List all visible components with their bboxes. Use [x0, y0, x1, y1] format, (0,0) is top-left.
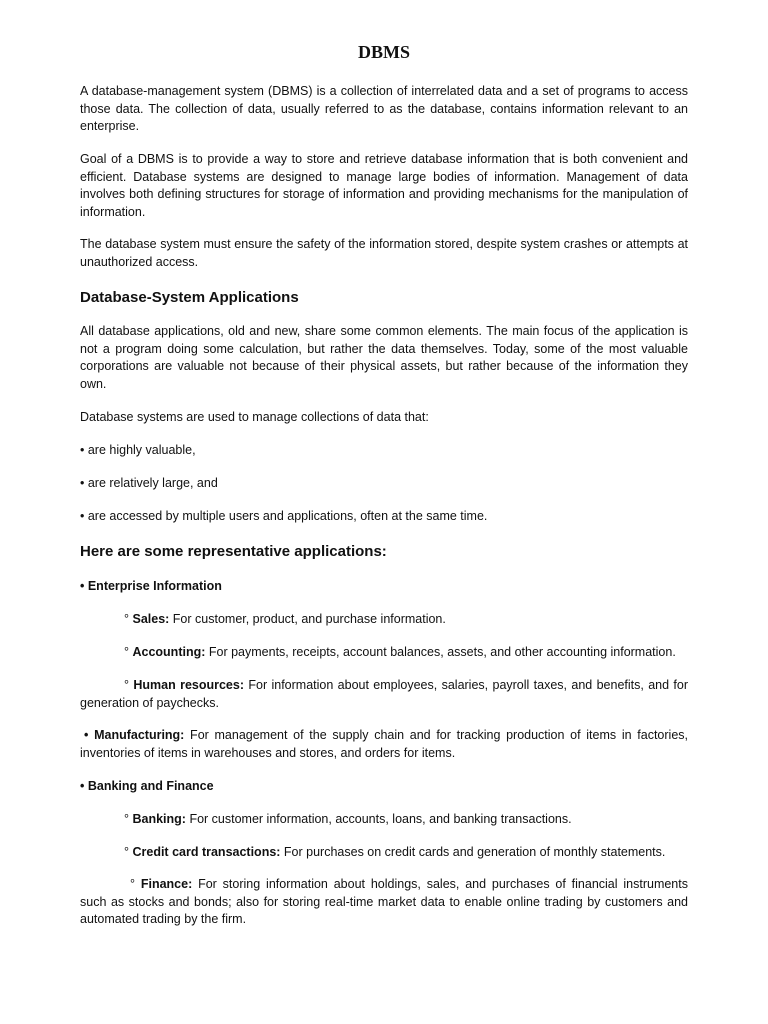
sub-item-term: Credit card transactions: — [132, 845, 281, 859]
bullet-item: • are highly valuable, — [80, 443, 196, 457]
category-banking: • Banking and Finance — [80, 779, 214, 793]
sub-item-marker: ° — [130, 877, 141, 891]
sub-item-marker: ° — [124, 812, 133, 826]
intro-paragraph-3: The database system must ensure the safety of the information stored, despite system crashes or attempts at unauthorized access. — [80, 237, 688, 269]
sub-item-term: Finance: — [140, 877, 193, 891]
sub-item-finance — [80, 876, 688, 929]
sub-item-human-resources — [80, 677, 688, 712]
sub-item-text: For customer, product, and purchase information. — [169, 612, 446, 626]
sub-item-banking — [80, 811, 688, 829]
section1-paragraph-1: All database applications, old and new, share some common elements. The main focus of the application is not a program doing some calculation, but rather the data themselves. Today, some of the most valuable corporations are valuable not because of their physical assets, but rather because of the information they own. — [80, 324, 688, 391]
sub-item-text: For purchases on credit cards and generation of monthly statements. — [280, 845, 666, 859]
bullet-item: • are relatively large, and — [80, 476, 218, 490]
sub-item-credit-card — [80, 844, 688, 862]
sub-item-term: Banking: — [132, 812, 186, 826]
sub-item-term: Sales: — [132, 612, 170, 626]
category-enterprise: • Enterprise Information — [80, 579, 222, 593]
section1-paragraph-2: Database systems are used to manage collections of data that: — [80, 410, 429, 424]
sub-item-marker: ° — [124, 678, 134, 692]
sub-item-sales — [80, 611, 688, 629]
sub-item-term: Human resources: — [133, 678, 245, 692]
category-marker: • — [84, 728, 95, 742]
category-term: Manufacturing: — [94, 728, 185, 742]
intro-paragraph-2: Goal of a DBMS is to provide a way to store and retrieve database information that is both convenient and efficient. Database systems are designed to manage large bodies of information. Management of data involves both defining structures for storage of information and providing mechanisms for the manipulation of information. — [80, 152, 688, 219]
document-title: DBMS — [357, 42, 410, 62]
category-text: For management of the supply chain and for tracking production of items in factories, inventories of items in warehouses and stores, and orders for items. — [80, 728, 688, 760]
sub-item-marker: ° — [124, 612, 133, 626]
sub-item-term: Accounting: — [132, 645, 206, 659]
intro-paragraph-1: A database-management system (DBMS) is a collection of interrelated data and a set of programs to access those data. The collection of data, usually referred to as the database, contains information relevant to an enterprise. — [80, 84, 688, 133]
section-heading-representative: Here are some representative applications: — [80, 543, 387, 560]
category-manufacturing — [80, 727, 688, 762]
sub-item-text: For payments, receipts, account balances, assets, and other accounting information. — [205, 645, 676, 659]
sub-item-marker: ° — [124, 645, 133, 659]
section-heading-applications: Database-System Applications — [80, 289, 299, 306]
sub-item-text: For customer information, accounts, loans, and banking transactions. — [185, 812, 572, 826]
sub-item-marker: ° — [124, 845, 133, 859]
sub-item-accounting — [80, 644, 688, 662]
sub-item-text: For storing information about holdings, sales, and purchases of financial instruments such as stocks and bonds; also for storing real-time market data to enable online trading by customers and automated trading by the firm. — [80, 877, 688, 926]
sub-item-text: For information about employees, salaries, payroll taxes, and benefits, and for generation of paychecks. — [80, 678, 688, 710]
bullet-item: • are accessed by multiple users and applications, often at the same time. — [80, 509, 488, 523]
